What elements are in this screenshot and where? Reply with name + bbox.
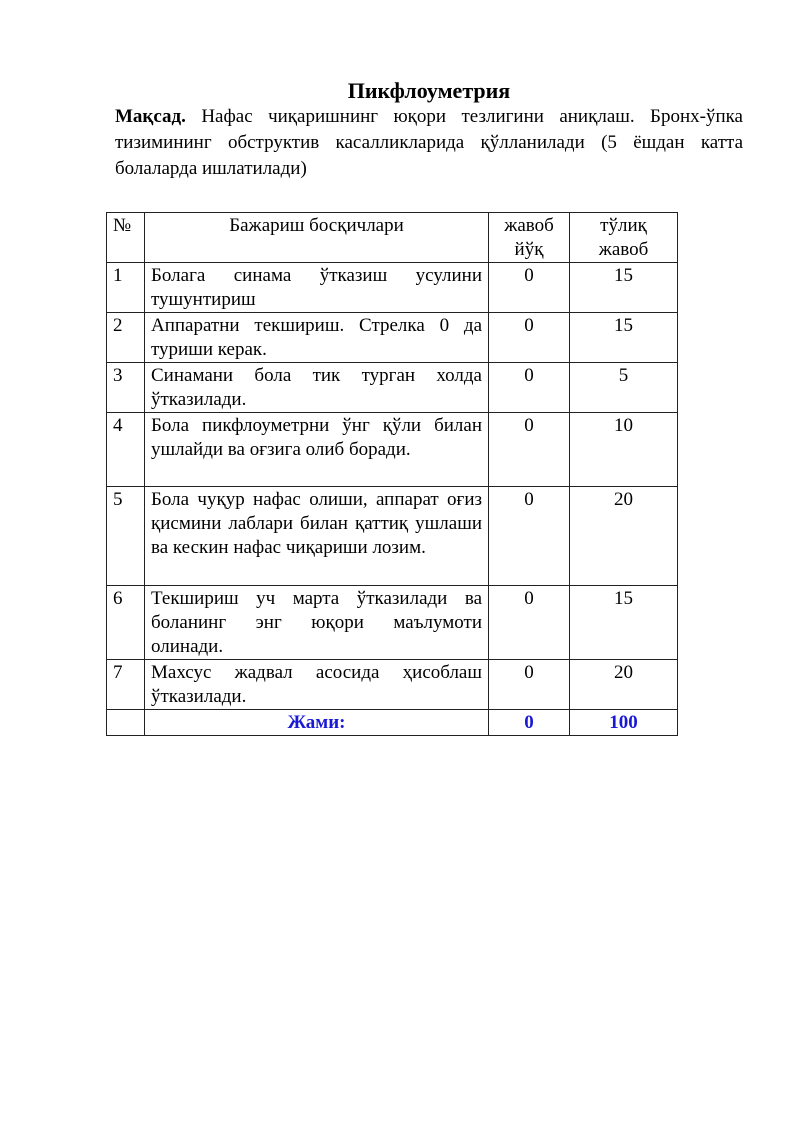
table-row bbox=[107, 313, 678, 363]
page-title: Пикфлоуметрия bbox=[347, 78, 511, 103]
row-num: 2 bbox=[107, 313, 145, 363]
table-row bbox=[107, 586, 678, 660]
row-full-answer: 15 bbox=[570, 263, 678, 313]
row-full-answer: 10 bbox=[570, 413, 678, 487]
row-num: 1 bbox=[107, 263, 145, 313]
row-step: Синамани бола тик турган холда ўтказилади. bbox=[145, 363, 489, 413]
row-no-answer: 0 bbox=[489, 313, 570, 363]
steps-table bbox=[106, 212, 678, 736]
row-step: Бола пикфлоуметрни ўнг қўли билан ушлайди ва оғзига олиб боради. bbox=[145, 413, 489, 487]
table-header-row bbox=[107, 213, 678, 263]
row-num: 4 bbox=[107, 413, 145, 487]
row-no-answer: 0 bbox=[489, 263, 570, 313]
row-full-answer: 20 bbox=[570, 487, 678, 586]
table-row bbox=[107, 487, 678, 586]
row-step: Текшириш уч марта ўтказилади ва боланинг энг юқори маълумоти олинади. bbox=[145, 586, 489, 660]
row-step: Аппаратни текшириш. Стрелка 0 да туриши керак. bbox=[145, 313, 489, 363]
row-step: Махсус жадвал асосида ҳисоблаш ўтказилади. bbox=[145, 660, 489, 710]
row-full-answer: 15 bbox=[570, 586, 678, 660]
row-num: 3 bbox=[107, 363, 145, 413]
row-no-answer: 0 bbox=[489, 363, 570, 413]
table-row bbox=[107, 660, 678, 710]
total-num-empty bbox=[107, 710, 145, 736]
intro-label: Мақсад. bbox=[115, 106, 186, 127]
row-no-answer: 0 bbox=[489, 586, 570, 660]
intro-text: Нафас чиқаришнинг юқори тезлигини аниқлаш. Бронх-ўпка тизимининг обструктив касалликларида қўлланилади (5 ёшдан катта болаларда ишлатилади) bbox=[115, 106, 743, 179]
table-row bbox=[107, 363, 678, 413]
row-full-answer: 15 bbox=[570, 313, 678, 363]
total-no-answer: 0 bbox=[489, 710, 570, 736]
row-num: 5 bbox=[107, 487, 145, 586]
row-full-answer: 20 bbox=[570, 660, 678, 710]
row-no-answer: 0 bbox=[489, 660, 570, 710]
row-step: Болага синама ўтказиш усулини тушунтириш bbox=[145, 263, 489, 313]
header-step: Бажариш босқичлари bbox=[145, 213, 489, 263]
row-num: 7 bbox=[107, 660, 145, 710]
row-no-answer: 0 bbox=[489, 413, 570, 487]
row-step: Бола чуқур нафас олиши, аппарат оғиз қисмини лаблари билан қаттиқ ушлаши ва кескин нафас чиқариши лозим. bbox=[145, 487, 489, 586]
total-label: Жами: bbox=[145, 710, 489, 736]
header-num: № bbox=[107, 213, 145, 263]
intro-paragraph bbox=[115, 104, 743, 182]
table-row bbox=[107, 263, 678, 313]
header-full-answer: тўлиқ жавоб bbox=[570, 213, 678, 263]
row-no-answer: 0 bbox=[489, 487, 570, 586]
header-no-answer: жавоб йўқ bbox=[489, 213, 570, 263]
table-total-row bbox=[107, 710, 678, 736]
row-full-answer: 5 bbox=[570, 363, 678, 413]
table-row bbox=[107, 413, 678, 487]
total-full-answer: 100 bbox=[570, 710, 678, 736]
row-num: 6 bbox=[107, 586, 145, 660]
